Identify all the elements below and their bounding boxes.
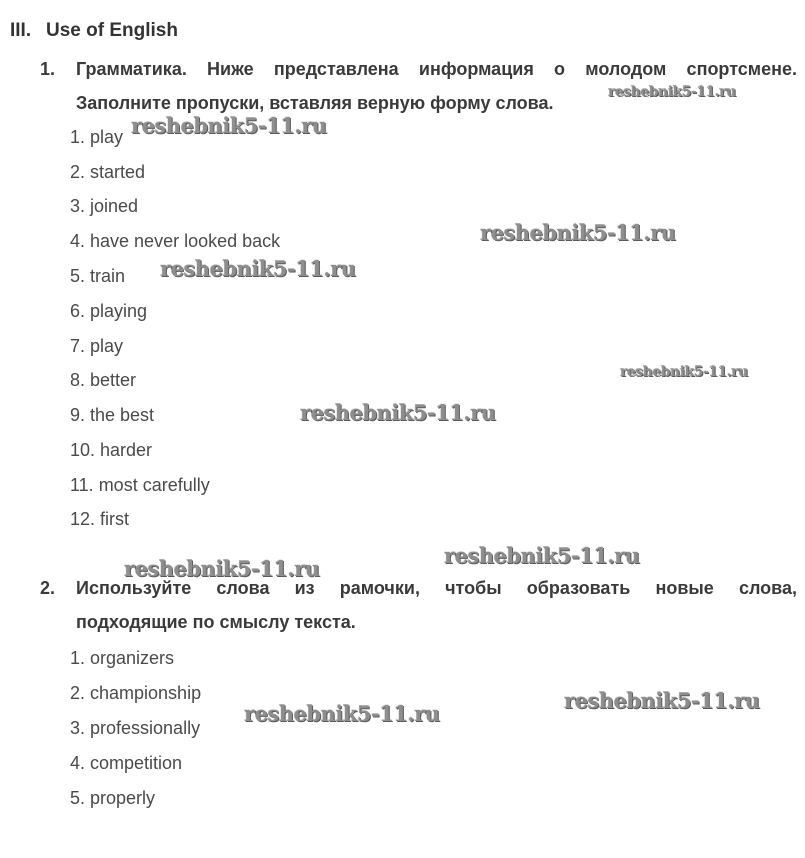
answer-1-7: 7. play bbox=[70, 336, 124, 356]
task-1-line-2: Заполните пропуски, вставляя верную форму слова. bbox=[76, 93, 554, 113]
answer-1-12: 12. first bbox=[70, 509, 130, 529]
task-2-number: 2. bbox=[40, 578, 56, 598]
answer-1-6: 6. playing bbox=[70, 301, 148, 321]
watermark: reshebnik5-11.ru bbox=[131, 113, 327, 138]
task-2-line-1: Используйте слова из рамочки, чтобы образовать новые слова, bbox=[76, 578, 797, 598]
answer-1-5: 5. train bbox=[70, 266, 126, 286]
section-title: Use of English bbox=[46, 20, 178, 41]
answer-2-3: 3. professionally bbox=[70, 718, 201, 738]
answer-2-1: 1. organizers bbox=[70, 648, 175, 668]
section-heading bbox=[10, 20, 178, 42]
watermark: reshebnik5-11.ru bbox=[620, 364, 748, 380]
answer-1-3: 3. joined bbox=[70, 196, 139, 216]
answer-1-8: 8. better bbox=[70, 370, 137, 390]
watermark: reshebnik5-11.ru bbox=[564, 688, 760, 713]
watermark: reshebnik5-11.ru bbox=[244, 701, 440, 726]
answer-2-2: 2. championship bbox=[70, 683, 202, 703]
answer-2-5: 5. properly bbox=[70, 788, 156, 808]
answer-1-9: 9. the best bbox=[70, 405, 155, 425]
watermark: reshebnik5-11.ru bbox=[608, 84, 736, 100]
answer-2-4: 4. competition bbox=[70, 753, 183, 773]
watermark: reshebnik5-11.ru bbox=[300, 400, 496, 425]
task-1-number: 1. bbox=[40, 59, 56, 79]
watermark: reshebnik5-11.ru bbox=[160, 256, 356, 281]
task-2-instruction bbox=[40, 571, 797, 639]
watermark: reshebnik5-11.ru bbox=[444, 543, 640, 568]
section-number: III. bbox=[10, 20, 32, 41]
answer-1-4: 4. have never looked back bbox=[70, 231, 281, 251]
answer-1-10: 10. harder bbox=[70, 440, 153, 460]
task-2-line-2: подходящие по смыслу текста. bbox=[76, 612, 356, 632]
answer-1-11: 11. most carefully bbox=[70, 475, 210, 495]
answer-1-2: 2. started bbox=[70, 162, 146, 182]
task-1-line-1: Грамматика. Ниже представлена информация о молодом спортсмене. bbox=[76, 59, 797, 79]
answer-1-1: 1. play bbox=[70, 127, 124, 147]
watermark: reshebnik5-11.ru bbox=[124, 556, 320, 581]
watermark: reshebnik5-11.ru bbox=[480, 220, 676, 245]
